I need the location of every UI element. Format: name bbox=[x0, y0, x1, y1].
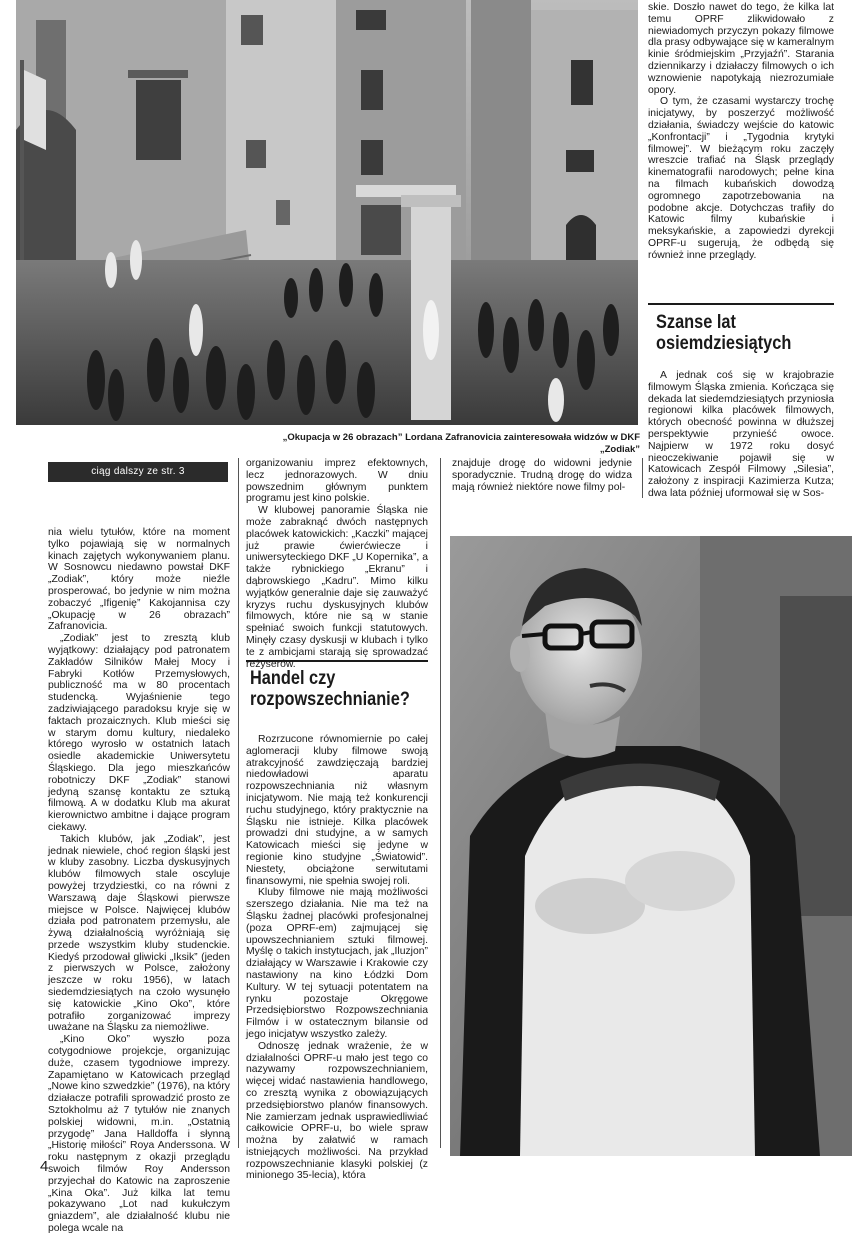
continued-from-label: ciąg dalszy ze str. 3 bbox=[48, 462, 228, 482]
section-rule bbox=[648, 303, 834, 305]
photo-caption: „Okupacja w 26 obrazach” Lordana Zafranovicia zainteresowała widzów w DKF „Zodiak” bbox=[282, 432, 640, 455]
paragraph: znajduje drogę do widowni jedynie sporadycznie. Trudną drogę do widza mają również niektóre nowe filmy pol- bbox=[452, 458, 632, 493]
paragraph: A jednak coś się w krajobrazie filmowym Śląska zmienia. Kończąca się dekada lat siedemdziesiątych przyniosła regionowi kilka placówek filmowych, których obecność powinna w dłuższej perspektywie przynieść owoce. Najpierw w 1972 roku dosyć nieoczekiwanie pojawił się w Katowicach Zespół Filmowy „Silesia”, założony z inspiracji Kazimierza Kutza; dwa lata później uformował się w Sos- bbox=[648, 370, 834, 499]
column-divider bbox=[440, 458, 441, 1148]
page-number: 4 bbox=[40, 1158, 49, 1175]
section-headline-right: Szanse lat osiemdziesiątych bbox=[656, 312, 792, 354]
paragraph: organizowaniu imprez efektownych, lecz jednorazowych. W dniu powszednim głównym punktem programu jest kino polskie. bbox=[246, 458, 428, 505]
section-rule bbox=[246, 660, 428, 662]
column-divider bbox=[642, 458, 643, 498]
column-divider bbox=[238, 458, 239, 1148]
article-column-a bbox=[48, 527, 230, 1235]
portrait-photo-icon bbox=[450, 536, 852, 1156]
paragraph: Odnoszę jednak wrażenie, że w działalności OPRF-u mało jest tego co nazywamy rozpowszechnianiem, więcej widać nastawienia handlowego, co zresztą wynika z obowiązujących przedsiębiorstwo planów finansowych. Nie zamierzam jednak usprawiedliwiać całkowicie OPRF-u, bo wiele spraw można by załatwić w ramach istniejących możliwości. Na przykład rozpowszechnianie klasyki polskiej (z minionego 35-lecia), która bbox=[246, 1040, 428, 1182]
portrait-photo bbox=[450, 536, 852, 1156]
section-headline-middle: Handel czy rozpowszechnianie? bbox=[250, 668, 410, 710]
article-column-c bbox=[452, 458, 632, 493]
paragraph: „Zodiak” jest to zresztą klub wyjątkowy: działający pod patronatem Zakładów Silników Małej Mocy i Fabryki Kotłów Przemysłowych, publiczność ma w 80 procentach studencką. Wyjaśnienie tego zadziwiającego paradoksu kryje się w faktach prozaicznych. Klub mieści się w starym domu kultury, niedaleko którego wyrosło w ostatnich latach osiedle akademickie Uniwersytetu Śląskiego. Dla jego mieszkańców robotniczy DKF „Zodiak” stanowi jedyną szansę kontaktu ze sztuką filmową. A w dodatku Klub ma akurat kierownictwo ambitne i dające program ciekawy. bbox=[48, 633, 230, 833]
article-column-right-top bbox=[648, 2, 834, 262]
paragraph: „Kino Oko” wyszło poza cotygodniowe projekcje, organizując duże, czasem tygodniowe imprezy. Zapamiętano w Katowicach przegląd „Nowe kino szwedzkie” (1976), na który działacze potrafili sprowadzić prosto ze Sztokholmu aż 7 tytułów nie znanych polskiej widowni, m.in. „Ostatnią przygodę” Jana Halldoffa i słynną „Historię miłości” Roya Anderssona. W roku następnym z okazji przeglądu swoich filmów Roy Andersson przyjechał do Katowic na zaproszenie „Kina Oka”. Już kilka lat temu pokazywano „Lot nad kukułczym gniazdem”, ale działalność klubu nie polega wcale na bbox=[48, 1034, 230, 1235]
article-column-b2 bbox=[246, 734, 428, 1182]
article-column-right-bottom bbox=[648, 370, 834, 500]
article-column-b bbox=[246, 458, 428, 670]
street-scene-photo bbox=[16, 0, 638, 425]
paragraph: Kluby filmowe nie mają możliwości szerszego działania. Nie ma też na Śląsku żadnej placówki profesjonalnej (poza OPRF-em) zajmującej się upowszechnianiem sztuki filmowej. Myślę o takich instytucjach, jak „Iluzjon” działający w Warszawie i Krakowie czy nastawiony na kino Łódzki Dom Kultury. W tej sytuacji potentatem na rynku pozostaje Okręgowe Przedsiębiorstwo Rozpowszechniania Filmów i w ostatecznym bilansie od jego inicjatyw wszystko zależy. bbox=[246, 887, 428, 1040]
paragraph: O tym, że czasami wystarczy trochę inicjatywy, by poszerzyć możliwość działania, świadczy wejście do katowic „Konfrontacji” i „Tygodnia krytyki filmowej”. W bieżącym roku zaczęły wreszcie trafiać na Śląsk przeglądy kinematografii narodowych; pełne kina na filmach kubańskich dowodzą ogromnego zapotrzebowania na podobne akcje. Dotychczas trafiły do Katowic filmy kubańskie i meksykańskie, a zapowiedzi dyrekcji OPRF-u sugerują, że odbędą się również inne przeglądy. bbox=[648, 96, 834, 261]
paragraph: W klubowej panoramie Śląska nie może zabraknąć dwóch następnych placówek katowickich: „Kaczki” mającej już prawie ćwierćwiecze i uniwersyteckiego DKF „U Kopernika”, a także rybnickiego „Ekranu” i dąbrowskiego „Kadru”. Mimo kilku wyjątków generalnie daje się zauważyć kryzys ruchu dyskusyjnych klubów filmowych, które nie są w stanie spełniać swoich funkcji statutowych. Minęły czasy dyskusji w klubach i tylko te z ambicjami starają się sprowadzać reżyserów. bbox=[246, 505, 428, 670]
street-scene-photo-icon bbox=[16, 0, 638, 425]
paragraph: Takich klubów, jak „Zodiak”, jest jednak niewiele, choć region śląski jest w kluby zasobny. Liczba dyskusyjnych klubów filmowych stale oscyluje powyżej trzydziestki, co na równi z Warszawą daje Śląskowi pierwsze miejsce w Polsce. Najwięcej klubów działa pod patronatem przemysłu, ale żywą działalnością wyróżniają się przede wszystkim kluby studenckie. Kiedyś przodował gliwicki „Iksik” (jeden z pierwszych w Polsce, założony jeszcze w roku 1956), w latach siedemdziesiątych na czoło wysunęło się katowickie „Kino Oko”, które potrafiło zorganizować imprezy uważane na Śląsku za niemożliwe. bbox=[48, 833, 230, 1034]
paragraph: skie. Doszło nawet do tego, że kilka lat temu OPRF zlikwidowało z niewiadomych przyczyn pokazy filmowe dla prasy odbywające się w kameralnym kinie śródmiejskim „Przyjaźń”. Starania dziennikarzy i działaczy filmowych o ich wznowienie napotykają niezrozumiałe opory. bbox=[648, 2, 834, 96]
paragraph: nia wielu tytułów, które na moment tylko pojawiają się w normalnych kinach zajętych wykonywaniem planu. W Sosnowcu niedawno powstał DKF „Zodiak”, który może nieźle prosperować, bo jedynie w nim można zobaczyć „Ifigenię” Kakojannisa czy „Okupację w 26 obrazach” Zafranovicia. bbox=[48, 527, 230, 633]
paragraph: Rozrzucone równomiernie po całej aglomeracji kluby filmowe swoją atrakcyjność zawdzięczają bardziej niedowładowi aparatu rozpowszechniania niż własnym inicjatywom. Nie mają też konkurencji ruchu studyjnego, który praktycznie na Śląsku nie istnieje. Kilka placówek prowadzi dni studyjne, a w samych Katowicach mieści się jedyne w regionie kino studyjne „Światowid”. Niestety, obciążone serwitutami finansowymi, nie spełnia swojej roli. bbox=[246, 734, 428, 887]
